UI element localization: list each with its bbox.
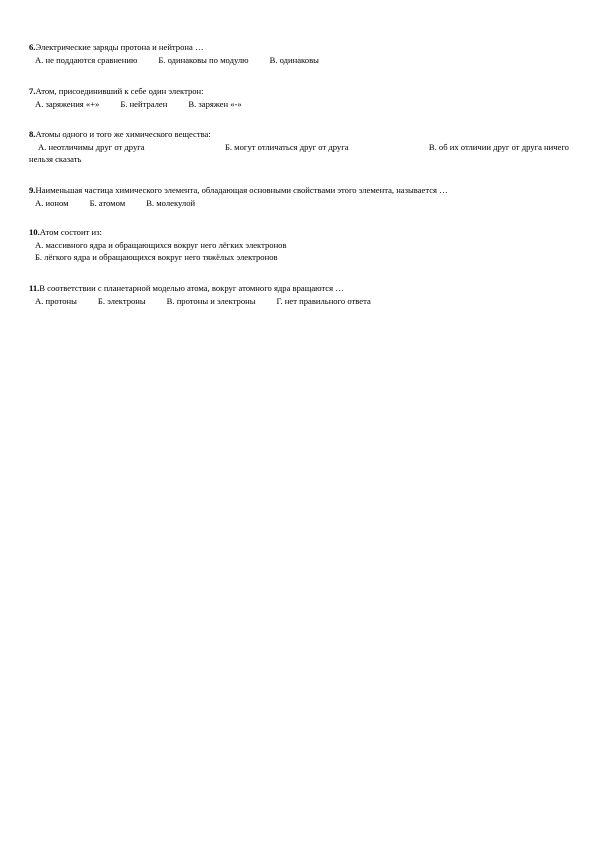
answer-option-a: А. массивного ядра и обращающихся вокруг него лёгких электронов [35, 239, 287, 250]
question-text: Атомы одного и того же химического вещества: [35, 129, 211, 139]
question-6 [29, 41, 569, 66]
question-text: Атом состоит из: [39, 227, 102, 237]
question-number: 11. [29, 283, 40, 293]
answer-options [29, 98, 569, 111]
question-title [29, 226, 569, 239]
question-number: 9. [29, 185, 36, 195]
question-number: 10. [29, 227, 40, 237]
answer-options [29, 295, 569, 308]
answer-option-c: В. протоны и электроны [166, 295, 256, 306]
answer-options [29, 197, 569, 210]
question-7 [29, 85, 569, 110]
answer-option-b: Б. могут отличаться друг от друга [224, 141, 349, 152]
question-text: Атом, присоединивший к себе один электрон: [35, 86, 204, 96]
question-text: Наименьшая частица химического элемента, обладающая основными свойствами этого элемента, называется … [35, 185, 448, 195]
question-title [29, 85, 569, 98]
answer-option-a: А. заряжения «+» [35, 98, 100, 109]
answer-options [29, 54, 569, 67]
question-title [29, 128, 569, 141]
question-11 [29, 282, 569, 307]
answer-option-d: Г. нет правильного ответа [276, 295, 371, 306]
question-number: 8. [29, 129, 36, 139]
answer-option-c: В. одинаковы [269, 54, 319, 65]
answer-option-b: Б. лёгкого ядра и обращающихся вокруг него тяжёлых электронов [35, 252, 278, 263]
answer-continuation: нельзя сказать [29, 154, 82, 165]
question-number: 6. [29, 42, 36, 52]
question-title [29, 41, 569, 54]
question-title [29, 184, 569, 197]
question-text: Электрические заряды протона и нейтрона … [35, 42, 204, 52]
question-10 [29, 226, 569, 264]
answer-option-a: А. не поддаются сравнению [35, 54, 138, 65]
question-8 [29, 128, 569, 166]
answer-option-a: А. протоны [35, 295, 77, 306]
answer-option-b: Б. атомом [89, 197, 126, 208]
answer-option-a: А. неотличимы друг от друга [38, 141, 145, 152]
question-text: В соответствии с планетарной моделью атома, вокруг атомного ядра вращаются … [39, 283, 344, 293]
question-9 [29, 184, 569, 209]
answer-option-c: В. об их отличии друг от друга ничего [428, 141, 569, 152]
answer-option-b: Б. электроны [97, 295, 146, 306]
answer-option-b: Б. одинаковы по модулю [158, 54, 249, 65]
question-number: 7. [29, 86, 36, 96]
answer-option-c: В. молекулой [146, 197, 196, 208]
answer-options [29, 239, 569, 264]
answer-option-a: А. ионом [35, 197, 69, 208]
answer-option-c: В. заряжен «-» [188, 98, 242, 109]
answer-option-b: Б. нейтрален [120, 98, 168, 109]
question-title [29, 282, 569, 295]
answer-options [29, 141, 569, 154]
